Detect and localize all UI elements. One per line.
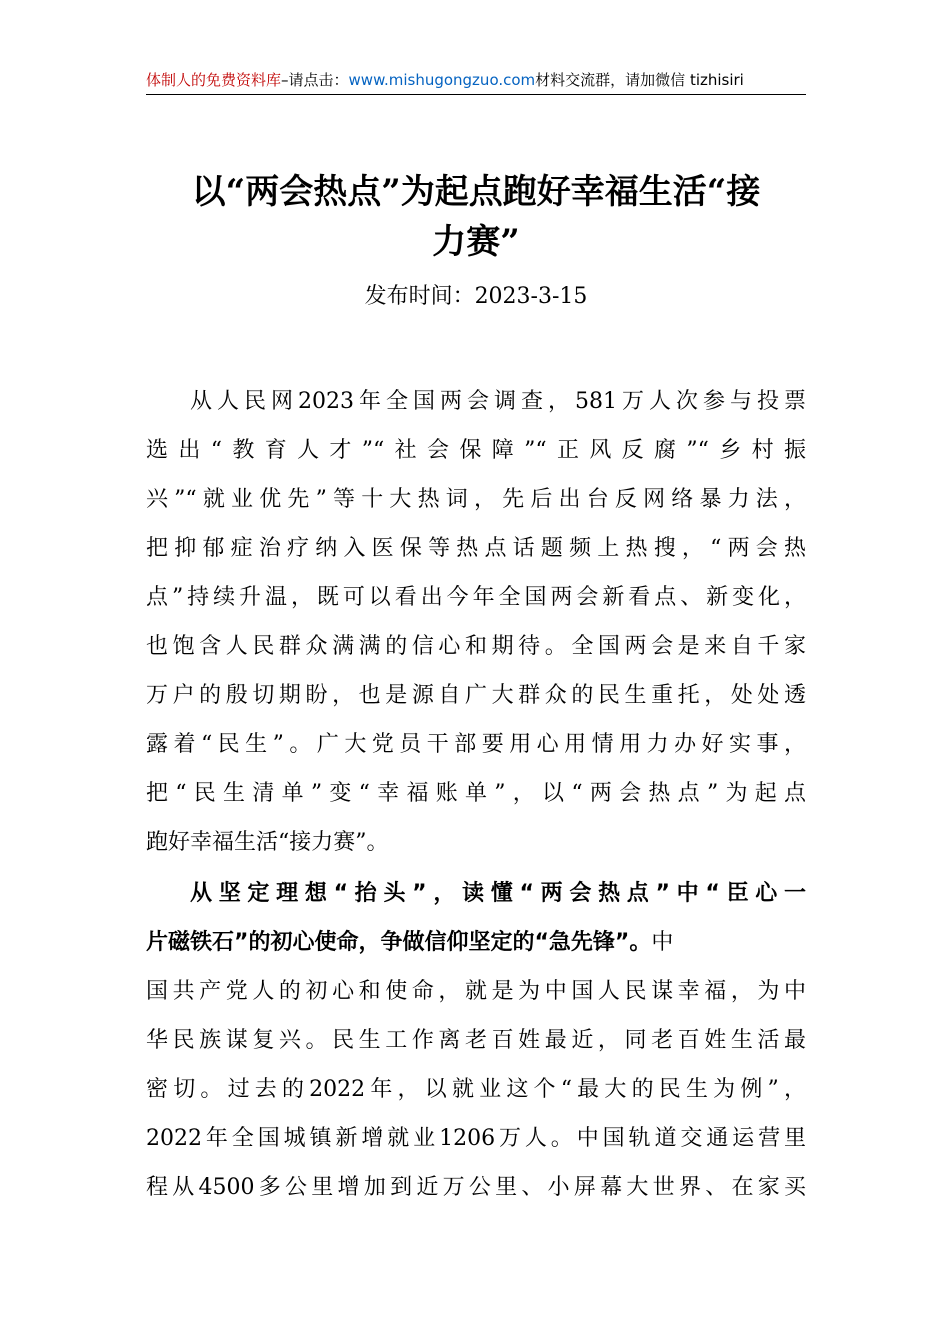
title-line: 以“两会热点”为起点跑好幸福生活“接	[191, 172, 761, 212]
paragraph-line: 国共产党人的初心和使命，就是为中国人民谋幸福，为中	[146, 979, 806, 1004]
paragraph-line: 从人民网2023年全国两会调查，581万人次参与投票	[190, 389, 806, 414]
header-tail: 材料交流群，请加微信 tizhisiri	[535, 71, 744, 89]
paragraph-line-tail: 中	[651, 930, 674, 955]
paragraph-line: 华民族谋复兴。民生工作离老百姓最近，同老百姓生活最	[146, 1028, 806, 1053]
paragraph-line: 把“民生清单”变“幸福账单”，以“两会热点”为起点	[146, 781, 806, 806]
header-url-link[interactable]: www.mishugongzuo.com	[348, 71, 536, 89]
paragraph-mixed-line	[146, 918, 806, 967]
paragraph-line: 程从4500多公里增加到近万公里、小屏幕大世界、在家买	[146, 1175, 806, 1200]
paragraph-lead-line: 从坚定理想“抬头”，读懂“两会热点”中“臣心一	[190, 881, 806, 906]
paragraph-line: 万户的殷切期盼，也是源自广大群众的民生重托，处处透	[146, 683, 806, 708]
article-title	[146, 167, 806, 267]
page-header	[146, 66, 806, 94]
publish-date: 发布时间：2023-3-15	[364, 284, 588, 309]
article-body	[146, 377, 806, 1212]
paragraph-line: 也饱含人民群众满满的信心和期待。全国两会是来自千家	[146, 634, 806, 659]
title-line: 力赛”	[432, 222, 520, 262]
paragraph-line: 密切。过去的2022年，以就业这个“最大的民生为例”，	[146, 1077, 806, 1102]
paragraph-line: 2022年全国城镇新增就业1206万人。中国轨道交通运营里	[146, 1126, 806, 1151]
paragraph-line: 选出“教育人才”“社会保障”“正风反腐”“乡村振	[146, 438, 806, 463]
paragraph-line: 跑好幸福生活“接力赛”。	[146, 830, 389, 855]
paragraph-line: 把抑郁症治疗纳入医保等热点话题频上热搜，“两会热	[146, 536, 806, 561]
header-brand: 体制人的免费资料库	[146, 71, 282, 89]
paragraph-line: 兴”“就业优先”等十大热词，先后出台反网络暴力法，	[146, 487, 806, 512]
header-divider	[146, 94, 806, 95]
paragraph-line: 点”持续升温，既可以看出今年全国两会新看点、新变化，	[146, 585, 806, 610]
header-prompt: –请点击：	[281, 71, 349, 89]
paragraph-lead-tail: 片磁铁石”的初心使命，争做信仰坚定的“急先锋”。	[146, 930, 652, 955]
paragraph-line: 露着“民生”。广大党员干部要用心用情用力办好实事，	[146, 732, 806, 757]
